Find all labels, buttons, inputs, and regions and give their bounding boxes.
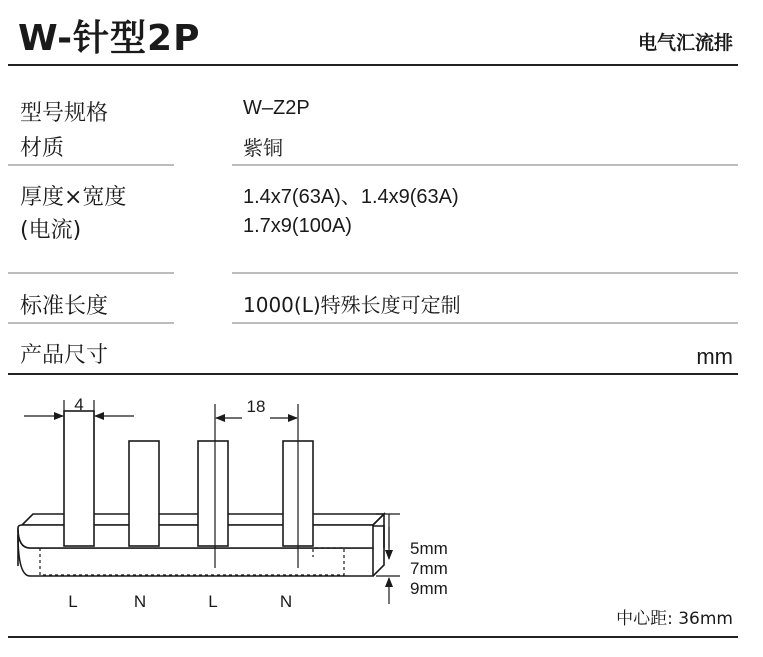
row-divider <box>8 322 174 324</box>
pin-label-n2: N <box>279 592 293 611</box>
pin-3 <box>198 441 228 546</box>
center-distance-note: 中心距: 36mm <box>616 609 733 629</box>
material-value: 紫铜 <box>243 136 283 160</box>
pin-1 <box>64 411 94 546</box>
material-label: 材质 <box>20 136 65 161</box>
product-category: 电气汇流排 <box>637 32 733 54</box>
current-label: (电流) <box>20 218 82 243</box>
row-divider <box>8 164 174 166</box>
thickness-value-2: 1.7x9(100A) <box>243 215 352 237</box>
pin-label-l2: L <box>208 592 218 611</box>
thickness-value: 1.4x7(63A)、1.4x9(63A) <box>243 186 459 208</box>
row-divider <box>232 272 738 274</box>
spacing-dim-label: 18 <box>246 397 266 416</box>
pin-label-l1: L <box>68 592 78 611</box>
row-divider <box>232 164 738 166</box>
width-dim-label: 4 <box>74 395 84 414</box>
busbar-drawing <box>0 380 763 620</box>
header-divider <box>8 64 738 66</box>
thickness-label: 厚度×宽度 <box>20 185 127 210</box>
row-divider <box>8 272 174 274</box>
dimension-label: 产品尺寸 <box>20 343 109 368</box>
pin-2 <box>129 441 159 546</box>
model-label: 型号规格 <box>20 101 109 126</box>
row-divider <box>232 322 738 324</box>
thickness-dim-7: 7mm <box>410 559 448 578</box>
pin-label-n1: N <box>133 592 147 611</box>
page-title: W-针型2P <box>18 18 201 59</box>
thickness-dim-9: 9mm <box>410 579 448 598</box>
thickness-dim-5: 5mm <box>410 539 448 558</box>
section-divider <box>8 373 738 375</box>
model-value: W–Z2P <box>243 97 310 119</box>
dimension-unit: mm <box>696 344 733 369</box>
length-value: 1000(L)特殊长度可定制 <box>243 293 461 317</box>
footer-divider <box>8 636 738 638</box>
length-label: 标准长度 <box>20 294 109 319</box>
